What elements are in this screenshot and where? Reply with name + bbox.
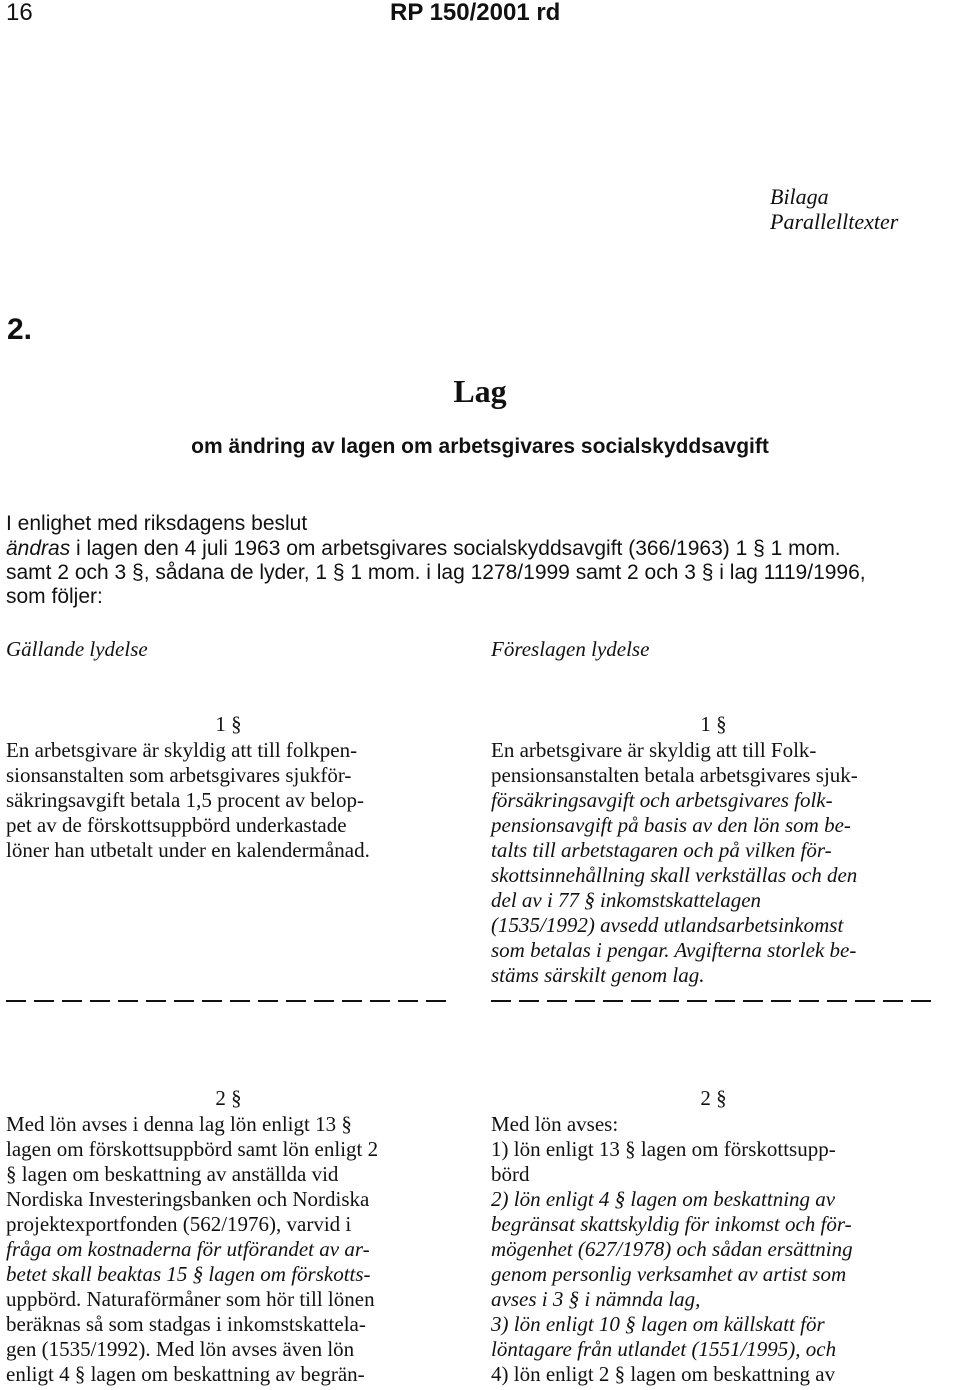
para1-right-line: stäms särskilt genom lag. (491, 963, 705, 987)
para2-right-line: mögenhet (627/1978) och sådan ersättning (491, 1237, 853, 1261)
para2-right-line: 1) lön enligt 13 § lagen om förskottsupp- (491, 1137, 836, 1161)
section-number: 2. (7, 313, 33, 346)
para2-right-line: genom personlig verksamhet av artist som (491, 1262, 847, 1286)
para2-left-line: Med lön avses i denna lag lön enligt 13 § (6, 1112, 352, 1136)
para1-left-line: En arbetsgivare är skyldig att till folkpen- (6, 738, 358, 762)
para1-left-text (6, 738, 456, 863)
para2-left-line: projektexportfonden (562/1976), varvid i (6, 1212, 352, 1236)
page-number: 16 (6, 0, 33, 26)
left-column-heading: Gällande lydelse (6, 637, 148, 661)
law-subtitle: om ändring av lagen om arbetsgivares socialskyddsavgift (191, 435, 769, 458)
para1-right-line: En arbetsgivare är skyldig att till Folk- (491, 738, 817, 762)
para2-right-line: 3) lön enligt 10 § lagen om källskatt för (491, 1312, 825, 1336)
para1-right-line: försäkringsavgift och arbetsgivares folk- (491, 788, 833, 812)
para2-number-left: 2 § (215, 1086, 242, 1110)
para1-left-line: sionsanstalten som arbetsgivares sjukför- (6, 763, 352, 787)
para1-left-line: säkringsavgift betala 1,5 procent av belop- (6, 788, 365, 812)
para2-number-right: 2 § (700, 1086, 727, 1110)
para2-left-line: enligt 4 § lagen om beskattning av begrän- (6, 1362, 365, 1386)
para1-right-line: som betalas i pengar. Avgifterna storlek be- (491, 938, 857, 962)
law-title: Lag (453, 373, 507, 409)
para1-right-line: del av i 77 § inkomstskattelagen (491, 888, 762, 912)
para2-left-line: Nordiska Investeringsbanken och Nordiska (6, 1187, 370, 1211)
omission-separator-left (6, 1000, 446, 1002)
para1-right-line: (1535/1992) avsedd utlandsarbetsinkomst (491, 913, 844, 937)
para2-left-line: lagen om förskottsuppbörd samt lön enligt 2 (6, 1137, 379, 1161)
para2-left-line: beräknas så som stadgas i inkomstskattela- (6, 1312, 366, 1336)
appendix-sublabel: Parallelltexter (770, 209, 899, 234)
para2-left-text (6, 1112, 456, 1387)
para2-right-line: Med lön avses: (491, 1112, 619, 1136)
para1-number-left: 1 § (215, 712, 242, 736)
document-id: RP 150/2001 rd (390, 0, 561, 26)
appendix-label: Bilaga (770, 184, 829, 209)
para1-left-line: löner han utbetalt under en kalendermånad. (6, 838, 370, 862)
para2-right-line: börd (491, 1162, 530, 1186)
omission-separator-right (491, 1000, 931, 1002)
para1-right-line: pensionsanstalten betala arbetsgivares sjuk- (491, 763, 858, 787)
intro-line-2 (6, 537, 841, 561)
para2-right-line: avses i 3 § i nämnda lag, (491, 1287, 701, 1311)
para2-left-line: gen (1535/1992). Med lön avses även lön (6, 1337, 355, 1361)
para1-right-line: pensionsavgift på basis av den lön som be- (491, 813, 851, 837)
para2-right-line: 4) lön enligt 2 § lagen om beskattning av (491, 1362, 836, 1386)
para1-right-line: talts till arbetstagaren och på vilken för- (491, 838, 832, 862)
intro-amend-word: ändras (6, 537, 71, 560)
para1-number-right: 1 § (700, 712, 727, 736)
para2-right-text (491, 1112, 941, 1387)
para2-left-line: § lagen om beskattning av anställda vid (6, 1162, 339, 1186)
intro-line-4: som följer: (6, 585, 103, 608)
intro-line-1: I enlighet med riksdagens beslut (6, 512, 308, 535)
intro-line-2-rest: i lagen den 4 juli 1963 om arbetsgivares socialskyddsavgift (366/1963) 1 § 1 mom. (70, 537, 841, 560)
para1-left-line: pet av de förskottsuppbörd underkastade (6, 813, 347, 837)
intro-line-3: samt 2 och 3 §, sådana de lyder, 1 § 1 mom. i lag 1278/1999 samt 2 och 3 § i lag 1119/1996, (6, 561, 866, 584)
para1-right-line: skottsinnehållning skall verkställas och den (491, 863, 858, 887)
para2-left-line: uppbörd. Naturaförmåner som hör till lönen (6, 1287, 375, 1311)
para2-left-line: betet skall beaktas 15 § lagen om förskotts- (6, 1262, 371, 1286)
para2-right-line: begränsat skattskyldig för inkomst och för- (491, 1212, 852, 1236)
right-column-heading: Föreslagen lydelse (491, 637, 650, 661)
para2-left-line: fråga om kostnaderna för utförandet av ar- (6, 1237, 370, 1261)
para2-right-line: löntagare från utlandet (1551/1995), och (491, 1337, 837, 1361)
para1-right-text (491, 738, 941, 988)
para2-right-line: 2) lön enligt 4 § lagen om beskattning av (491, 1187, 836, 1211)
